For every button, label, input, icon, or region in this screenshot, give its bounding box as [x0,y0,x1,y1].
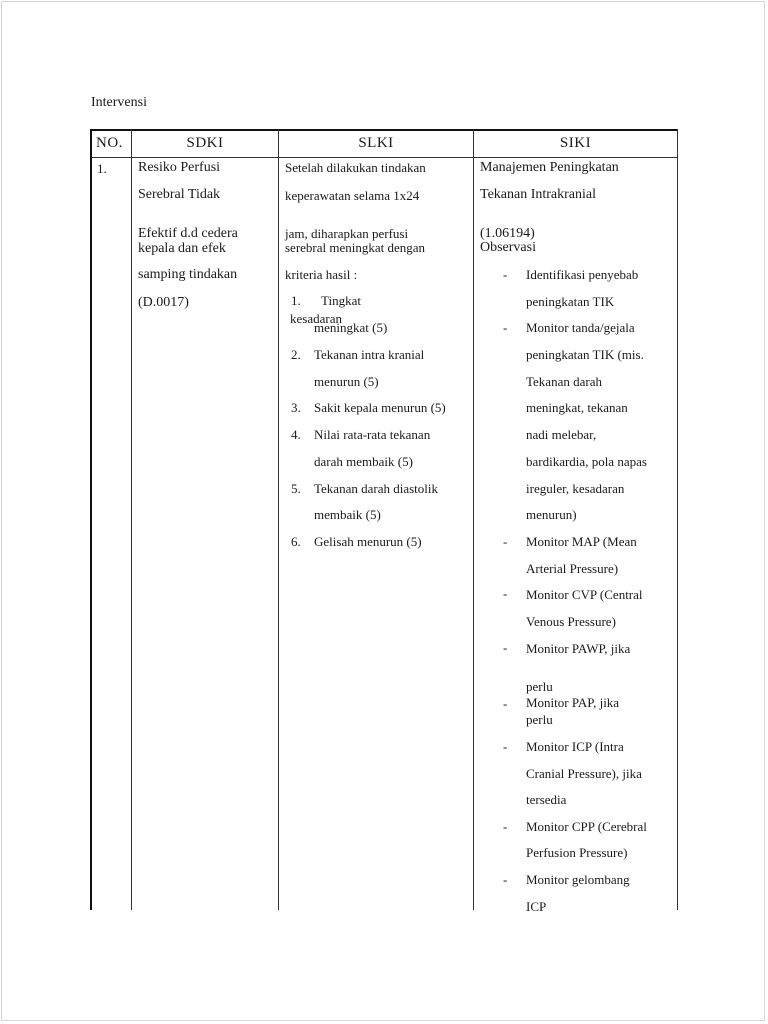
siki-item-text: Monitor CVP (Central [526,587,643,602]
slki-item-number: 3. [291,400,301,415]
row-number: 1. [97,161,107,176]
slki-item-text: Sakit kepala menurun (5) [314,400,446,415]
siki-item-text: ICP [526,899,547,914]
slki-item-number: 2. [291,347,301,362]
slki-intro-line: kriteria hasil : [285,267,358,282]
bullet-dash: - [503,534,508,549]
bullet-dash: - [503,872,508,887]
siki-item-text: peningkatan TIK [526,294,615,309]
siki-item-text: Monitor ICP (Intra [526,739,624,754]
siki-title-line: Manajemen Peningkatan [480,160,619,175]
siki-item-text: Monitor MAP (Mean [526,534,637,549]
slki-item-text: membaik (5) [314,507,381,522]
bullet-dash: - [503,696,508,711]
siki-section-title: Observasi [480,240,536,255]
bullet-dash: - [503,739,508,754]
slki-item-text: darah membaik (5) [314,454,413,469]
siki-item-text: Monitor tanda/gejala [526,320,635,335]
slki-intro-line: Setelah dilakukan tindakan [285,160,426,175]
table-right-border [677,129,678,910]
slki-item-number: 4. [291,427,301,442]
col-divider-2 [278,129,279,910]
slki-item-number: 6. [291,534,301,549]
slki-intro-line: serebral meningkat dengan [285,240,426,255]
table-left-border [90,129,92,910]
header-slki: SLKI [358,134,394,151]
siki-item-text: perlu [526,712,553,727]
slki-intro-line: jam, diharapkan perfusi [285,226,409,241]
siki-item-text: Identifikasi penyebab [526,267,639,282]
bullet-dash: - [503,819,508,834]
slki-item-text: kesadaran [290,311,342,326]
header-sdki: SDKI [186,134,224,151]
slki-item-number: 1. [291,293,301,308]
bullet-dash: - [503,586,508,601]
slki-item-text: Tekanan darah diastolik [314,481,438,496]
sdki-line: Efektif d.d cedera [138,226,238,241]
siki-item-text: ireguler, kesadaran [526,481,625,496]
header-no: NO. [96,134,123,151]
siki-item-text: menurun) [526,507,577,522]
col-divider-3 [473,129,474,910]
siki-item-text: nadi melebar, [526,427,597,442]
sdki-line: Serebral Tidak [138,187,221,202]
sdki-code: (D.0017) [138,295,189,310]
slki-item-text: Nilai rata-rata tekanan [314,427,431,442]
siki-item-text: Tekanan darah [526,374,602,389]
siki-item-text: meningkat, tekanan [526,400,628,415]
siki-title-line: Tekanan Intrakranial [480,187,597,202]
col-divider-1 [131,129,132,910]
slki-item-text: meningkat (5) [314,320,388,335]
bullet-dash: - [503,267,508,282]
header-siki: SIKI [559,134,592,151]
siki-item-text: Monitor PAP, jika [526,695,620,710]
sdki-line: kepala dan efek [138,241,226,256]
siki-item-text: tersedia [526,792,567,807]
slki-item-text: Tekanan intra kranial [314,347,425,362]
siki-code: (1.06194) [480,226,535,241]
siki-item-text: peningkatan TIK (mis. [526,347,644,362]
slki-item-text: Gelisah menurun (5) [314,534,422,549]
sdki-line: Resiko Perfusi [138,160,221,175]
siki-item-text: Venous Pressure) [526,614,616,629]
slki-item-text: menurun (5) [314,374,379,389]
siki-item-text: Monitor CPP (Cerebral [526,819,647,834]
slki-item-text: Tingkat [321,293,361,308]
siki-item-text: bardikardia, pola napas [526,454,647,469]
bullet-dash: - [503,320,508,335]
bullet-dash: - [503,640,508,655]
section-heading: Intervensi [91,95,147,110]
siki-item-text: Cranial Pressure), jika [526,766,642,781]
sdki-line: samping tindakan [138,267,238,282]
siki-item-text: perlu [526,679,553,694]
siki-item-text: Monitor gelombang [526,872,630,887]
slki-intro-line: keperawatan selama 1x24 [285,188,420,203]
siki-item-text: Monitor PAWP, jika [526,641,631,656]
slki-item-number: 5. [291,481,301,496]
header-divider [91,157,678,158]
siki-item-text: Perfusion Pressure) [526,845,628,860]
siki-item-text: Arterial Pressure) [526,561,619,576]
